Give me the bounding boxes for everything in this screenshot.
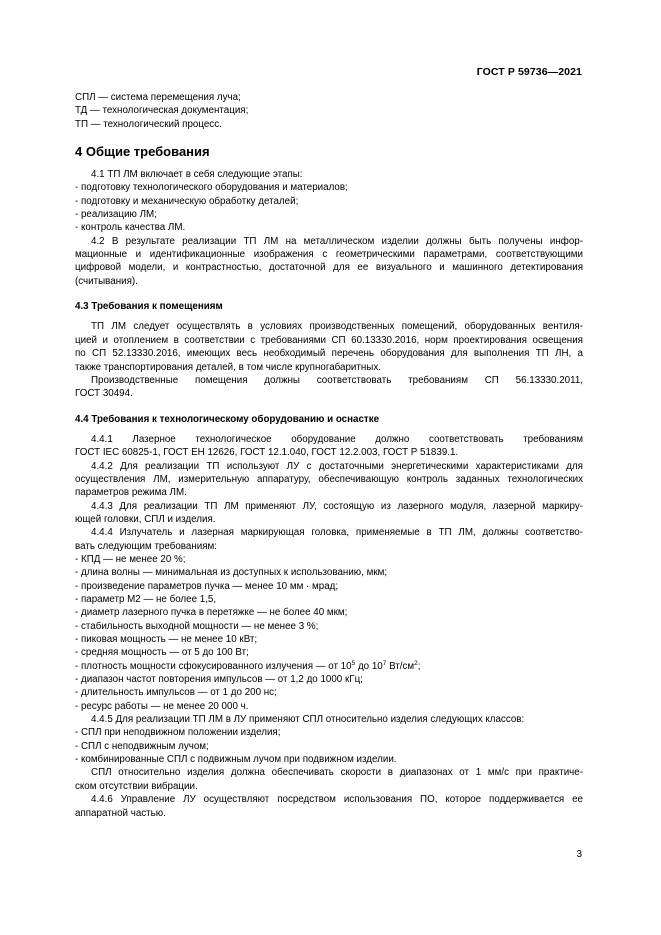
- paragraph-4-4-4-line: вать следующим требованиям:: [75, 540, 217, 552]
- density-unit: Вт/см: [386, 660, 415, 672]
- density-exp-2: 7: [382, 659, 387, 667]
- requirement-item: - ресурс работы — не менее 20 000 ч.: [75, 700, 249, 712]
- paragraph-4-2-line: цифровой модели, и контрастностью, достаточной для ее визуального и машинного детектирования: [75, 262, 583, 274]
- list-item: - реализацию ЛМ;: [75, 209, 157, 221]
- list-item: - комбинированные СПЛ с подвижным лучом при подвижном изделии.: [75, 754, 397, 766]
- paragraph-4-3-line: по СП 52.13330.2016, имеющих весь необходимый перечень оборудования для выполнения ТП ЛН, а: [75, 348, 583, 360]
- paragraph-4-4-4-line: 4.4.4 Излучатель и лазерная маркирующая головка, применяемые в ТП ЛМ, должны соответство-: [91, 527, 583, 539]
- requirement-item: - диапазон частот повторения импульсов — от 1,2 до 1000 кГц;: [75, 674, 363, 686]
- paragraph-4-3-line: также транспортирования деталей, в том числе крупногабаритных.: [75, 361, 381, 373]
- paragraph-4-2-line: мационные и идентификационные изображения с геометрическими параметрами, соответствующими: [75, 249, 583, 261]
- abbreviation-line: СПЛ — система перемещения луча;: [75, 92, 241, 103]
- density-prefix: - плотность мощности сфокусированного излучения — от 10: [75, 660, 352, 672]
- paragraph-4-4-1-line: ГОСТ IEC 60825-1, ГОСТ EH 12626, ГОСТ 12.1.040, ГОСТ 12.2.003, ГОСТ Р 51839.1.: [75, 447, 459, 459]
- paragraph-4-4-5-intro: 4.4.5 Для реализации ТП ЛМ в ЛУ применяют СПЛ относительно изделия следующих классов:: [91, 714, 525, 726]
- requirement-item: - параметр M2 — не более 1,5,: [75, 594, 217, 605]
- list-item: - подготовку и механическую обработку деталей;: [75, 195, 299, 207]
- paragraph-4-3-line: ТП ЛМ следует осуществлять в условиях производственных помещений, оборудованных вентиля-: [91, 321, 583, 333]
- paragraph-4-4-2-line: параметров режима ЛМ.: [75, 487, 187, 499]
- paragraph-4-4-3-line: 4.4.3 Для реализации ТП ЛМ применяют ЛУ, состоящую из лазерного модуля, лазерной маркиру-: [91, 500, 583, 512]
- paragraph-4-4-6-line: аппаратной частью.: [75, 807, 166, 819]
- requirement-item: - средняя мощность — от 5 до 100 Вт;: [75, 647, 249, 659]
- section-4-4-title: 4.4 Требования к технологическому оборудованию и оснастке: [75, 413, 380, 425]
- document-header: ГОСТ Р 59736—2021: [476, 66, 582, 78]
- paragraph-4-3-line: Производственные помещения должны соответствовать требованиям СП 56.13330.2011,: [91, 374, 583, 386]
- abbreviation-line: ТД — технологическая документация;: [75, 105, 249, 117]
- requirement-item: - длительность импульсов — от 1 до 200 нс;: [75, 687, 277, 699]
- paragraph-4-2-line: (считывания).: [75, 275, 138, 287]
- section-4-3-title: 4.3 Требования к помещениям: [75, 301, 223, 313]
- paragraph-4-4-1-line: 4.4.1 Лазерное технологическое оборудование должно соответствовать требованиям: [91, 433, 583, 445]
- requirement-item: - произведение параметров пучка — менее 10 мм · мрад;: [75, 580, 339, 592]
- paragraph-speed-line: СПЛ относительно изделия должна обеспечивать скорости в диапазонах от 1 мм/с при практиче-: [91, 767, 583, 779]
- list-item: - СПЛ с неподвижным лучом;: [75, 740, 209, 752]
- requirement-item: - диаметр лазерного пучка в перетяжке — не более 40 мкм;: [75, 607, 348, 619]
- paragraph-4-4-2-line: осуществления ЛМ, измерительную аппаратуру, обеспечивающую контроль заданных технологических: [75, 473, 583, 485]
- requirement-item: - длина волны — минимальная из доступных к использованию, мкм;: [75, 567, 388, 579]
- page-content: [75, 91, 583, 820]
- paragraph-4-4-3-line: ющей головки, СПЛ и изделия.: [75, 513, 216, 525]
- paragraph-4-4-6-line: 4.4.6 Управление ЛУ осуществляют посредством использования ПО, которое поддерживается ее: [91, 794, 583, 806]
- paragraph-speed-line: ском отсутствии вибрации.: [75, 780, 198, 792]
- density-exp-3: 2: [414, 659, 418, 667]
- density-mid: до 10: [355, 660, 383, 672]
- list-item: - контроль качества ЛМ.: [75, 222, 186, 234]
- page-number: 3: [576, 849, 582, 860]
- section-4-title: 4 Общие требования: [75, 144, 210, 160]
- paragraph-4-4-2-line: 4.4.2 Для реализации ТП используют ЛУ с достаточными энергетическими характеристиками для: [91, 460, 583, 472]
- paragraph-4-3-line: ГОСТ 30494.: [75, 388, 133, 400]
- list-item: - СПЛ при неподвижном положении изделия;: [75, 727, 281, 739]
- requirement-item: - стабильность выходной мощности — не менее 3 %;: [75, 620, 319, 632]
- requirement-item: - КПД — не менее 20 %;: [75, 553, 186, 565]
- abbreviation-line: ТП — технологический процесс.: [75, 118, 222, 130]
- list-item: - подготовку технологического оборудования и материалов;: [75, 182, 348, 194]
- paragraph-4-3-line: цией и отоплением в соответствии с требованиями СП 60.13330.2016, норм проектирования освещения: [75, 334, 583, 346]
- paragraph-4-2-line: 4.2 В результате реализации ТП ЛМ на металлическом изделии должны быть получены инфор-: [91, 235, 583, 247]
- density-suffix: ;: [417, 660, 421, 672]
- paragraph-4-1-intro: 4.1 ТП ЛМ включает в себя следующие этапы:: [91, 169, 303, 181]
- density-exp-1: 5: [351, 659, 356, 667]
- requirement-item-power-density: [75, 660, 583, 673]
- requirement-item: - пиковая мощность — не менее 10 кВт;: [75, 634, 258, 646]
